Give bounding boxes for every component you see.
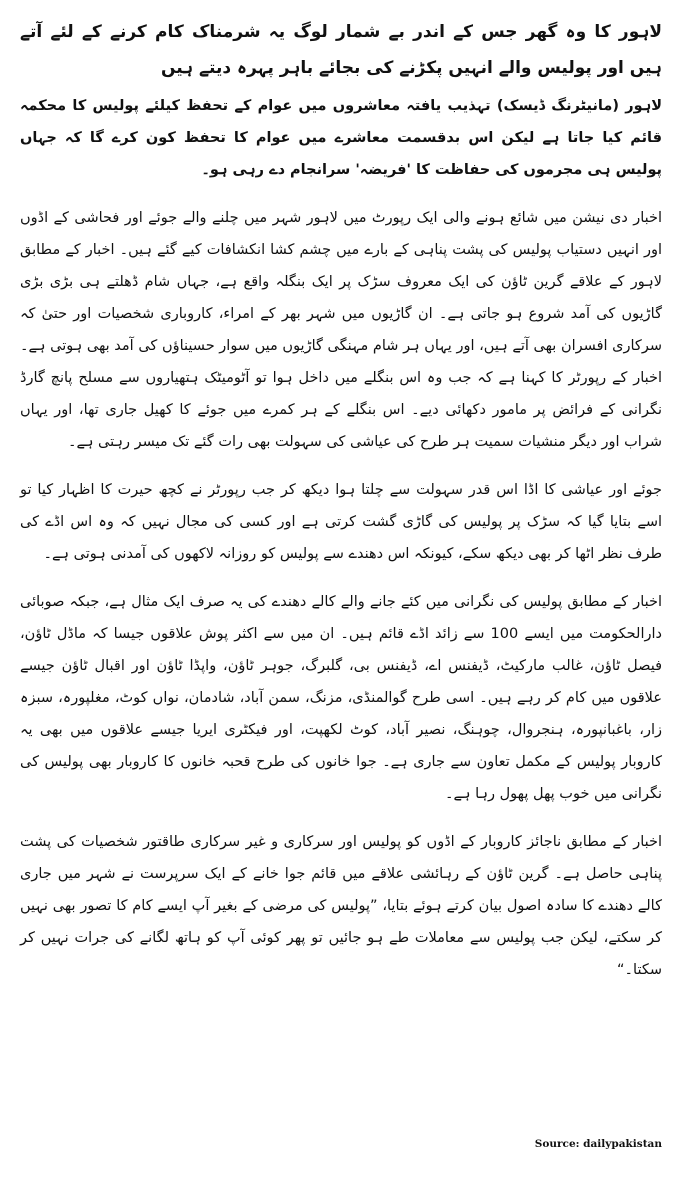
article-body — [20, 14, 662, 1002]
article-paragraph: جوئے اور عیاشی کا اڈا اس قدر سہولت سے چلتا ہوا دیکھ کر جب رپورٹر نے کچھ حیرت کا اظہار کیا تو اسے بتایا گیا کہ سڑک پر پولیس کی گاڑی گشت کرتی ہے اور کسی کی مجال نہیں کہ وہ اس اڈے کی طرف نظر اٹھا کر بھی دیکھ سکے، کیونکہ اس دھندے سے پولیس کو روزانہ لاکھوں کی آمدنی ہوتی ہے۔ — [20, 482, 662, 562]
article-paragraph: اخبار کے مطابق پولیس کی نگرانی میں کئے جانے والے کالے دھندے کی یہ صرف ایک مثال ہے، جبکہ صوبائی دارالحکومت میں ایسے 100 سے زائد اڈے قائم ہیں۔ ان میں سے اکثر پوش علاقوں جیسا کہ ماڈل ٹاؤن، فیصل ٹاؤن، غالب مارکیٹ، ڈیفنس اے، ڈیفنس بی، گلبرگ، جوہر ٹاؤن، واپڈا ٹاؤن اور اقبال ٹاؤن جیسے علاقوں میں کام کر رہے ہیں۔ اسی طرح گوالمنڈی، مزنگ، سمن آباد، شادمان، نواں کوٹ، مغلپورہ، سبزہ زار، باغبانپورہ، ہنجروال، چوہنگ، نصیر آباد، کوٹ لکھپت، اور فیکٹری ایریا جیسے علاقوں میں بھی یہ کاروبار پولیس کے مکمل تعاون سے جاری ہے۔ جوا خانوں کی طرح قحبہ خانوں کا کاروبار بھی پولیس کی نگرانی میں خوب پھل پھول رہا ہے۔ — [20, 594, 662, 802]
article-paragraph-intro: لاہور (مانیٹرنگ ڈیسک) تہذیب یافتہ معاشروں میں عوام کے تحفظ کیلئے پولیس کا محکمہ قائم کیا جاتا ہے لیکن اس بدقسمت معاشرے میں عوام کا تحفظ کون کرے گا کہ جہاں پولیس ہی مجرموں کی حفاظت کا 'فریضہ' سرانجام دے رہی ہو۔ — [20, 98, 662, 178]
source-credit: Source: dailypakistan — [534, 1138, 662, 1150]
article-paragraph: اخبار کے مطابق ناجائز کاروبار کے اڈوں کو پولیس اور سرکاری و غیر سرکاری طاقتور شخصیات کی پشت پناہی حاصل ہے۔ گرین ٹاؤن کے رہائشی علاقے میں قائم جوا خانے کے ایک سرپرست نے شہر میں جاری کالے دھندے کا سادہ اصول بیان کرتے ہوئے بتایا، ”پولیس کی مرضی کے بغیر آپ ایسے کام کا تصور بھی نہیں کر سکتے، لیکن جب پولیس سے معاملات طے ہو جائیں تو پھر کوئی آپ کو ہاتھ لگانے کی جرات نہیں کر سکتا۔“ — [20, 834, 662, 978]
article-paragraph: اخبار دی نیشن میں شائع ہونے والی ایک رپورٹ میں لاہور شہر میں چلنے والے جوئے اور فحاشی کے اڈوں اور انہیں دستیاب پولیس کی پشت پناہی کے بارے میں چشم کشا انکشافات کیے گئے ہیں۔ اخبار کے مطابق لاہور کے علاقے گرین ٹاؤن کی ایک معروف سڑک پر ایک بنگلہ واقع ہے، جہاں شام ڈھلتے ہی بڑی بڑی گاڑیوں کی آمد شروع ہو جاتی ہے۔ ان گاڑیوں میں شہر بھر کے امراء، کاروباری شخصیات اور حتیٰ کہ سرکاری افسران بھی آتے ہیں، اور یہاں ہر شام مہنگی گاڑیوں میں سوار حسیناؤں کی آمد بھی ہوتی ہے۔ اخبار کے رپورٹر کا کہنا ہے کہ جب وہ اس بنگلے میں داخل ہوا تو آٹومیٹک ہتھیاروں سے مسلح پانچ گارڈ نگرانی کے فرائض پر مامور دکھائی دیے۔ اس بنگلے کے ہر کمرے میں جوئے کا کھیل جاری تھا، اور یہاں شراب اور دیگر منشیات سمیت ہر طرح کی عیاشی کی سہولت بھی رات گئے تک میسر رہتی ہے۔ — [20, 210, 662, 450]
article-headline: لاہور کا وہ گھر جس کے اندر بے شمار لوگ یہ شرمناک کام کرنے کے لئے آتے ہیں اور پولیس والے انہیں پکڑنے کی بجائے باہر پہرہ دیتے ہیں — [20, 22, 662, 78]
